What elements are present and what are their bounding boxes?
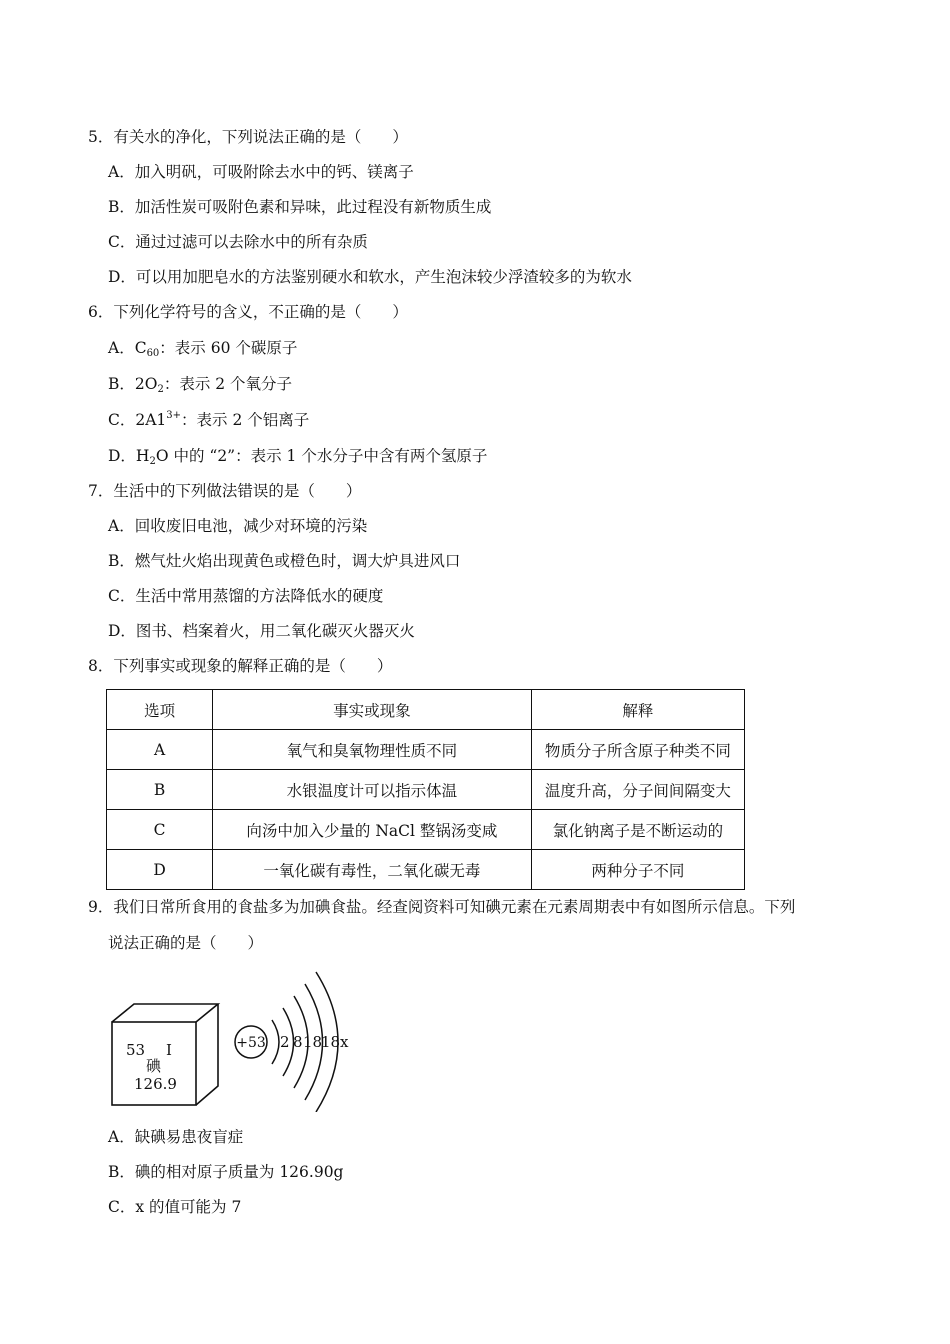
q5-option-a: A．加入明矾，可吸附除去水中的钙、镁离子	[108, 163, 414, 181]
table-cell: 一氧化碳有毒性，二氧化碳无毒	[213, 850, 531, 890]
q7-option-a: A．回收废旧电池，减少对环境的污染	[108, 517, 368, 535]
q7-option-b: B．燃气灶火焰出现黄色或橙色时，调大炉具进风口	[108, 552, 461, 570]
q7-option-d: D．图书、档案着火，用二氧化碳灭火器灭火	[108, 622, 415, 640]
q8-stem: 8．下列事实或现象的解释正确的是（ ）	[88, 657, 393, 675]
q6-option-c: C．$2A1^{3+}$：表示 2 个铝离子	[108, 410, 310, 429]
q6-option-b: B．$2O_2$：表示 2 个氧分子	[108, 375, 293, 395]
q6-stem: 6．下列化学符号的含义，不正确的是（ ）	[88, 303, 408, 321]
atomic-number: 53	[126, 1041, 146, 1059]
table-row	[107, 730, 745, 770]
iodine-element-figure	[100, 962, 370, 1112]
table-row	[107, 850, 745, 890]
element-name: 碘	[146, 1057, 162, 1075]
table-cell: 物质分子所含原子种类不同	[531, 730, 744, 770]
table-cell: D	[107, 850, 213, 890]
table-cell: A	[107, 730, 213, 770]
q8-table	[106, 689, 745, 890]
table-cell: C	[107, 810, 213, 850]
q7-option-c: C．生活中常用蒸馏的方法降低水的硬度	[108, 587, 384, 605]
table-cell: 水银温度计可以指示体温	[213, 770, 531, 810]
q7-stem: 7．生活中的下列做法错误的是（ ）	[88, 482, 362, 500]
table-row	[107, 810, 745, 850]
q5-option-d: D．可以用加肥皂水的方法鉴别硬水和软水，产生泡沫较少浮渣较多的为软水	[108, 268, 632, 286]
table-row	[107, 770, 745, 810]
table-header-row	[107, 690, 745, 730]
table-cell: 氧气和臭氧物理性质不同	[213, 730, 531, 770]
header-cell-fact: 事实或现象	[213, 690, 531, 730]
table-cell: 向汤中加入少量的 NaCl 整锅汤变咸	[213, 810, 531, 850]
atomic-mass: 126.9	[134, 1075, 177, 1093]
table-cell: 氯化钠离子是不断运动的	[531, 810, 744, 850]
q6-option-d: D．$H_2O$ 中的 “2”：表示 1 个水分子中含有两个氢原子	[108, 447, 488, 467]
q9-stem-line2: 说法正确的是（ ）	[108, 934, 264, 952]
q9-option-a: A．缺碘易患夜盲症	[108, 1128, 244, 1146]
header-cell-option: 选项	[107, 690, 213, 730]
q9-stem-line1: 9．我们日常所食用的食盐多为加碘食盐。经查阅资料可知碘元素在元素周期表中有如图所示信息。下列	[88, 898, 796, 916]
shell-5-electrons: x	[340, 1033, 349, 1051]
q5-option-b: B．加活性炭可吸附色素和异味，此过程没有新物质生成	[108, 198, 492, 216]
shell-2-electrons: 8	[293, 1033, 303, 1051]
table-cell: 温度升高，分子间间隔变大	[531, 770, 744, 810]
q5-stem: 5．有关水的净化，下列说法正确的是（ ）	[88, 128, 408, 146]
q5-option-c: C．通过过滤可以去除水中的所有杂质	[108, 233, 368, 251]
shell-1-electrons: 2	[280, 1033, 290, 1051]
shell-4-electrons: 18	[321, 1033, 341, 1051]
shell-3-electrons: 18	[303, 1033, 323, 1051]
header-cell-explanation: 解释	[531, 690, 744, 730]
table-cell: 两种分子不同	[531, 850, 744, 890]
table-cell: B	[107, 770, 213, 810]
q9-option-c: C．x 的值可能为 7	[108, 1198, 242, 1216]
q9-option-b: B．碘的相对原子质量为 126.90g	[108, 1163, 344, 1181]
element-symbol: I	[166, 1041, 172, 1059]
q6-option-a: A．$C_{60}$：表示 60 个碳原子	[108, 339, 298, 359]
nucleus-charge: +53	[236, 1035, 266, 1051]
